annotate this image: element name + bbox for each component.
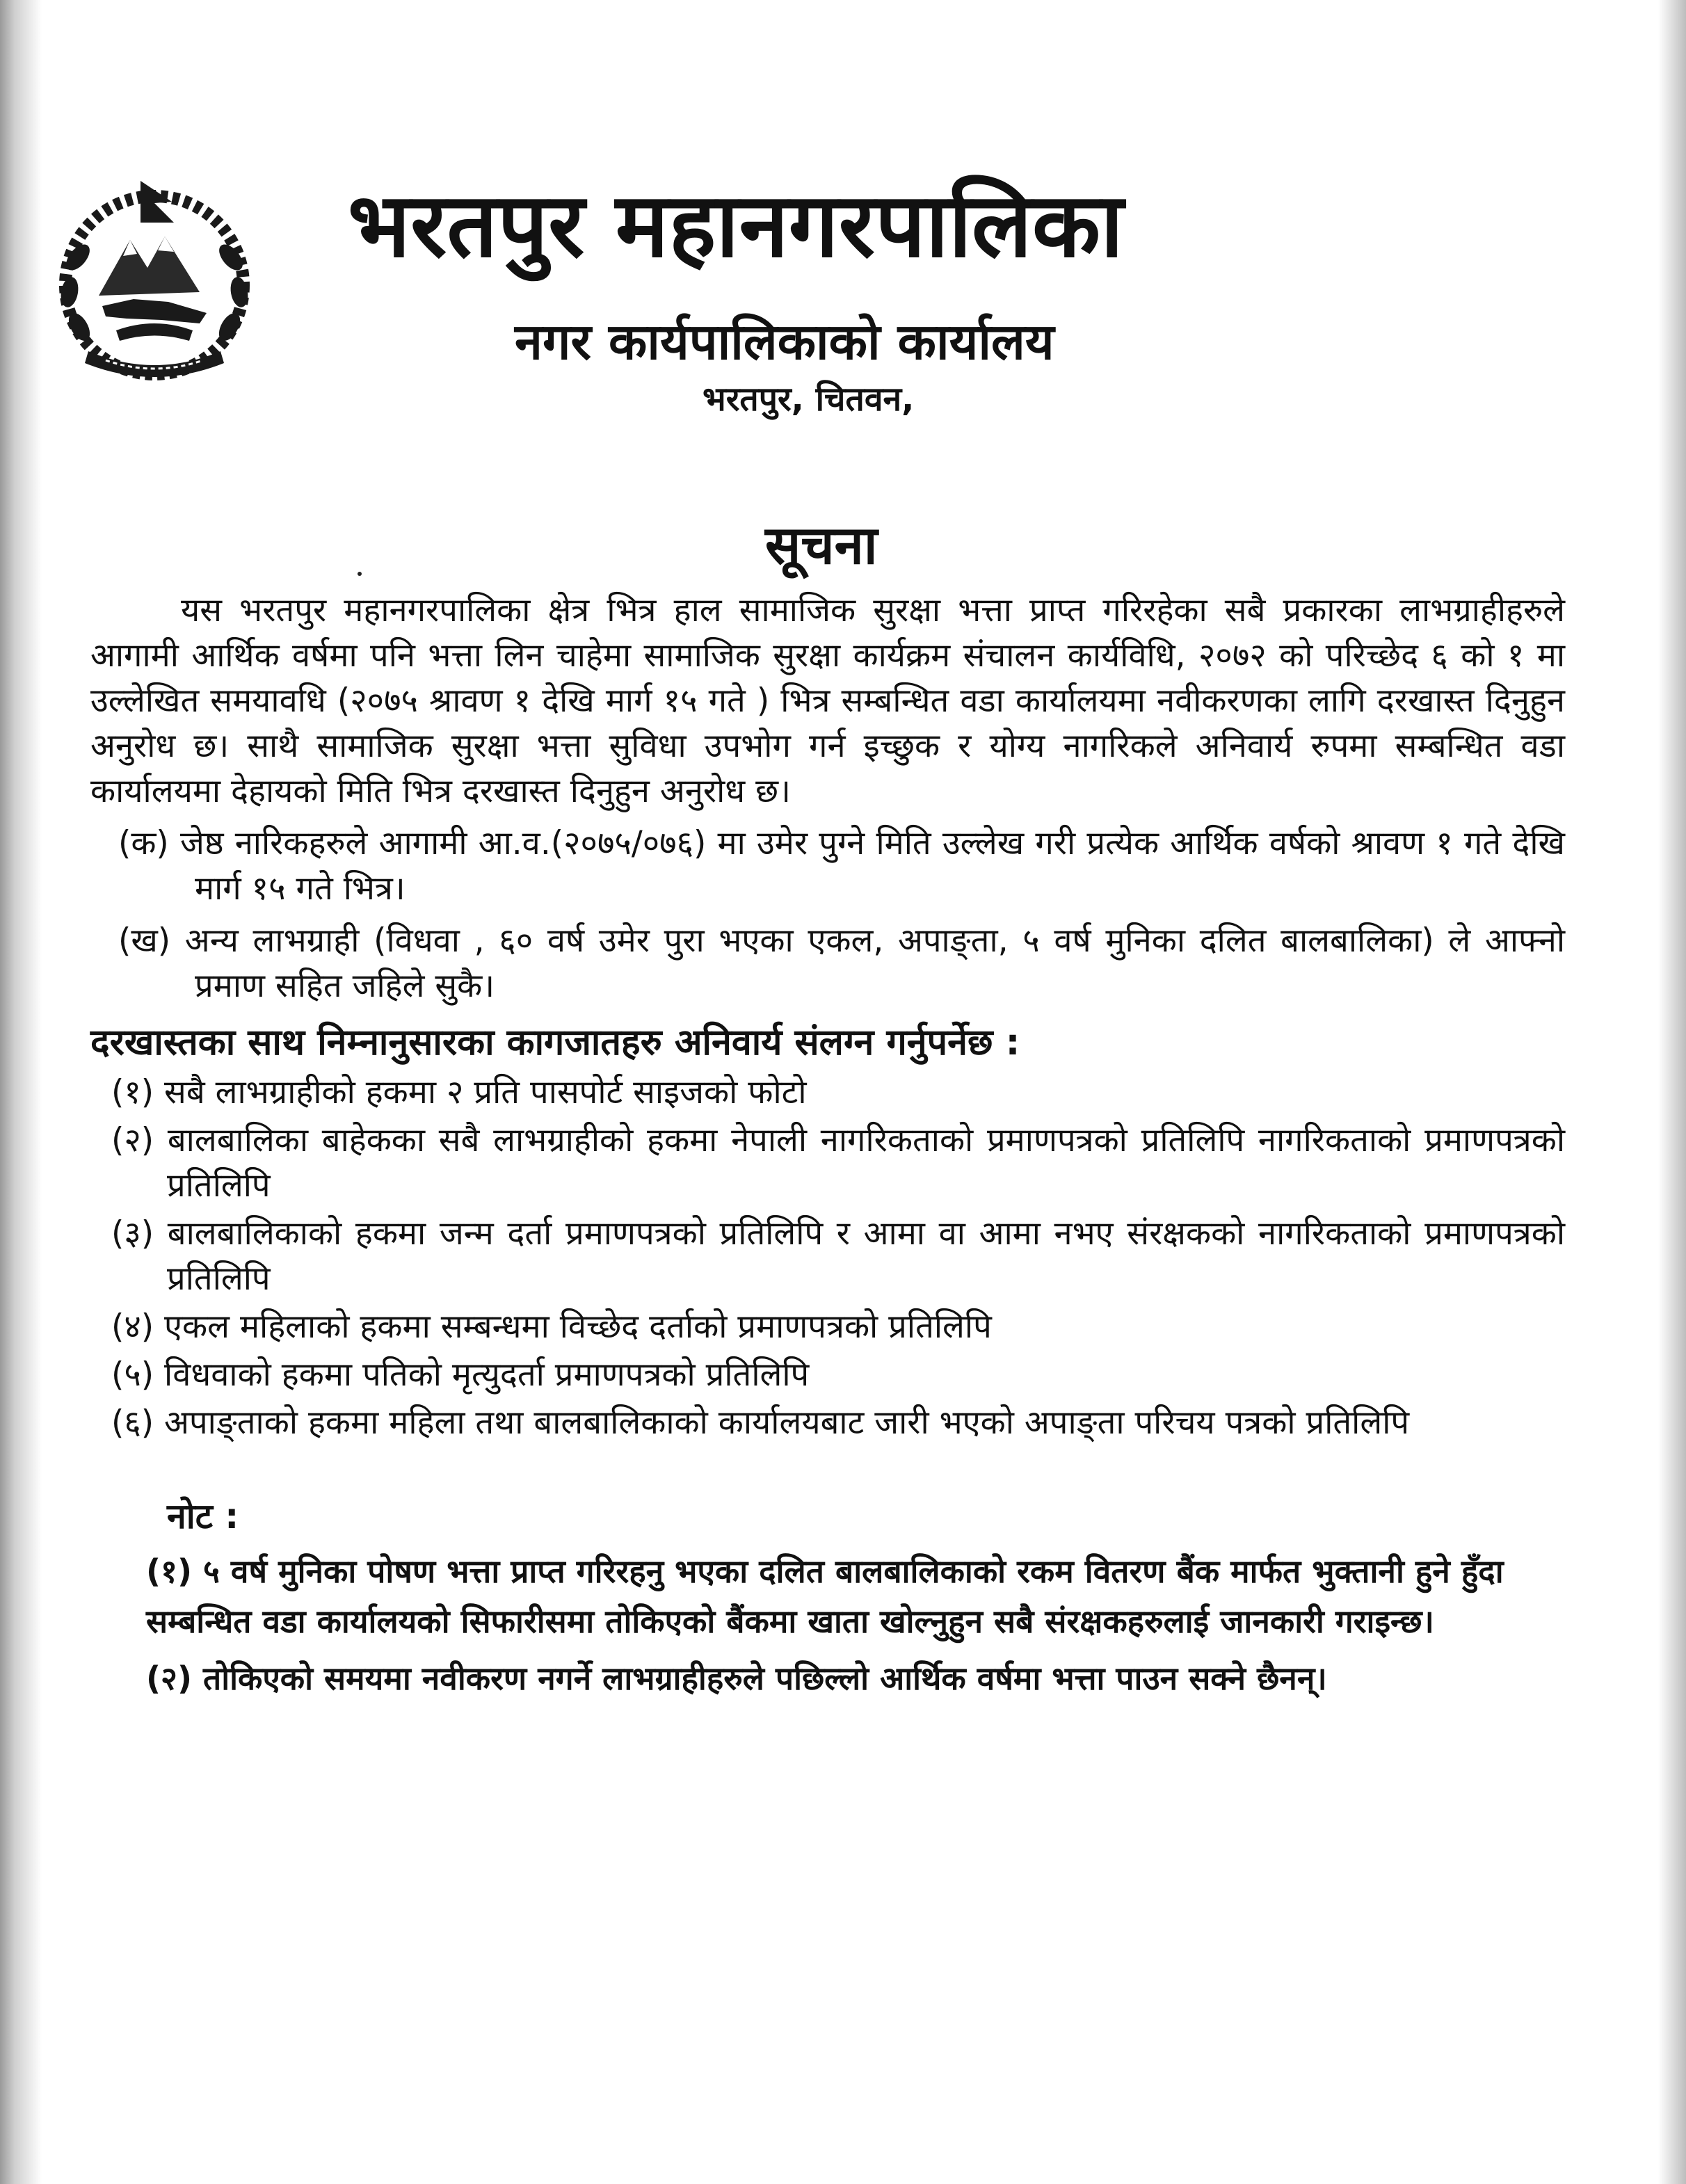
document-item: (४) एकल महिलाको हकमा सम्बन्धमा विच्छेद दर्ताको प्रमाणपत्रको प्रतिलिपि xyxy=(111,1308,992,1346)
notice-heading: सूचना xyxy=(765,514,878,576)
office-address: भरतपुर, चितवन, xyxy=(702,380,915,419)
document-item: (६) अपाङ्ताको हकमा महिला तथा बालबालिकाको कार्यालयबाट जारी भएको अपाङ्ता परिचय पत्रको प्रतिलिपि xyxy=(111,1404,1410,1442)
document-item: (१) सबै लाभग्राहीको हकमा २ प्रति पासपोर्ट साइजको फोटो xyxy=(111,1073,807,1111)
nepal-emblem-icon xyxy=(50,174,259,390)
notice-intro: यस भरतपुर महानगरपालिका क्षेत्र भित्र हाल सामाजिक सुरक्षा भत्ता प्राप्त गरिरहेका सबै प्रकारका लाभग्राहीहरुले आगामी आर्थिक वर्षमा पनि भत्ता लिन चाहेमा सामाजिक सुरक्षा कार्यक्रम संचालन कार्यविधि, २०७२ को परिच्छेद ६ को १ मा उल्लेखित समयावधि (२०७५ श्रावण १ देखि मार्ग १५ गते ) भित्र सम्बन्धित वडा कार्यालयमा नवीकरणका लागि दरखास्त दिनुहुन अनुरोध छ। साथै सामाजिक सुरक्षा भत्ता सुविधा उपभोग गर्न इच्छुक र योग्य नागरिकले अनिवार्य रुपमा सम्बन्धित वडा कार्यालयमा देहायको मिति भित्र दरखास्त दिनुहुन अनुरोध छ। xyxy=(90,591,1565,810)
scan-shadow-right xyxy=(1658,0,1686,2184)
document-item: (३) बालबालिकाको हकमा जन्म दर्ता प्रमाणपत्रको प्रतिलिपि र आमा वा आमा नभए संरक्षकको नागरिकताको प्रमाणपत्रको प्रतिलिपि xyxy=(111,1214,1565,1298)
document-item: (५) विधवाको हकमा पतिको मृत्युदर्ता प्रमाणपत्रको प्रतिलिपि xyxy=(111,1356,810,1394)
office-title: भरतपुर महानगरपालिका xyxy=(348,174,1124,278)
document-item: (२) बालबालिका बाहेकका सबै लाभग्राहीको हकमा नेपाली नागरिकताको प्रमाणपत्रको प्रतिलिपि नागरिकताको प्रमाणपत्रको प्रतिलिपि xyxy=(111,1121,1565,1205)
note-item: (१) ५ वर्ष मुनिका पोषण भत्ता प्राप्त गरिरहनु भएका दलित बालबालिकाको रकम वितरण बैंक मार्फत भुक्तानी हुने हुँदा सम्बन्धित वडा कार्यालयको सिफारीसमा तोकिएको बैंकमा खाता खोल्नुहुन सबै संरक्षकहरुलाई जानकारी गराइन्छ। xyxy=(146,1552,1504,1640)
notes-heading: नोट : xyxy=(167,1496,239,1536)
condition-item: (क) जेष्ठ नारिकहरुले आगामी आ.व.(२०७५/०७६) मा उमेर पुग्ने मिति उल्लेख गरी प्रत्येक आर्थिक वर्षको श्रावण १ गते देखि मार्ग १५ गते भित्र। xyxy=(118,824,1565,908)
scan-shadow-left xyxy=(0,0,42,2184)
office-subtitle: नगर कार्यपालिकाको कार्यालय xyxy=(515,312,1054,371)
scan-speck xyxy=(358,572,362,576)
documents-heading: दरखास्तका साथ निम्नानुसारका कागजातहरु अनिवार्य संलग्न गर्नुपर्नेछ : xyxy=(90,1022,1020,1063)
notice-body xyxy=(90,588,1565,1703)
condition-item: (ख) अन्य लाभग्राही (विधवा , ६० वर्ष उमेर पुरा भएका एकल, अपाङ्ता, ५ वर्ष मुनिका दलित बालबालिका) ले आफ्नो प्रमाण सहित जहिले सुकै। xyxy=(118,922,1565,1005)
note-item: (२) तोकिएको समयमा नवीकरण नगर्ने लाभग्राहीहरुले पछिल्लो आर्थिक वर्षमा भत्ता पाउन सक्ने छैनन्। xyxy=(146,1660,1327,1697)
